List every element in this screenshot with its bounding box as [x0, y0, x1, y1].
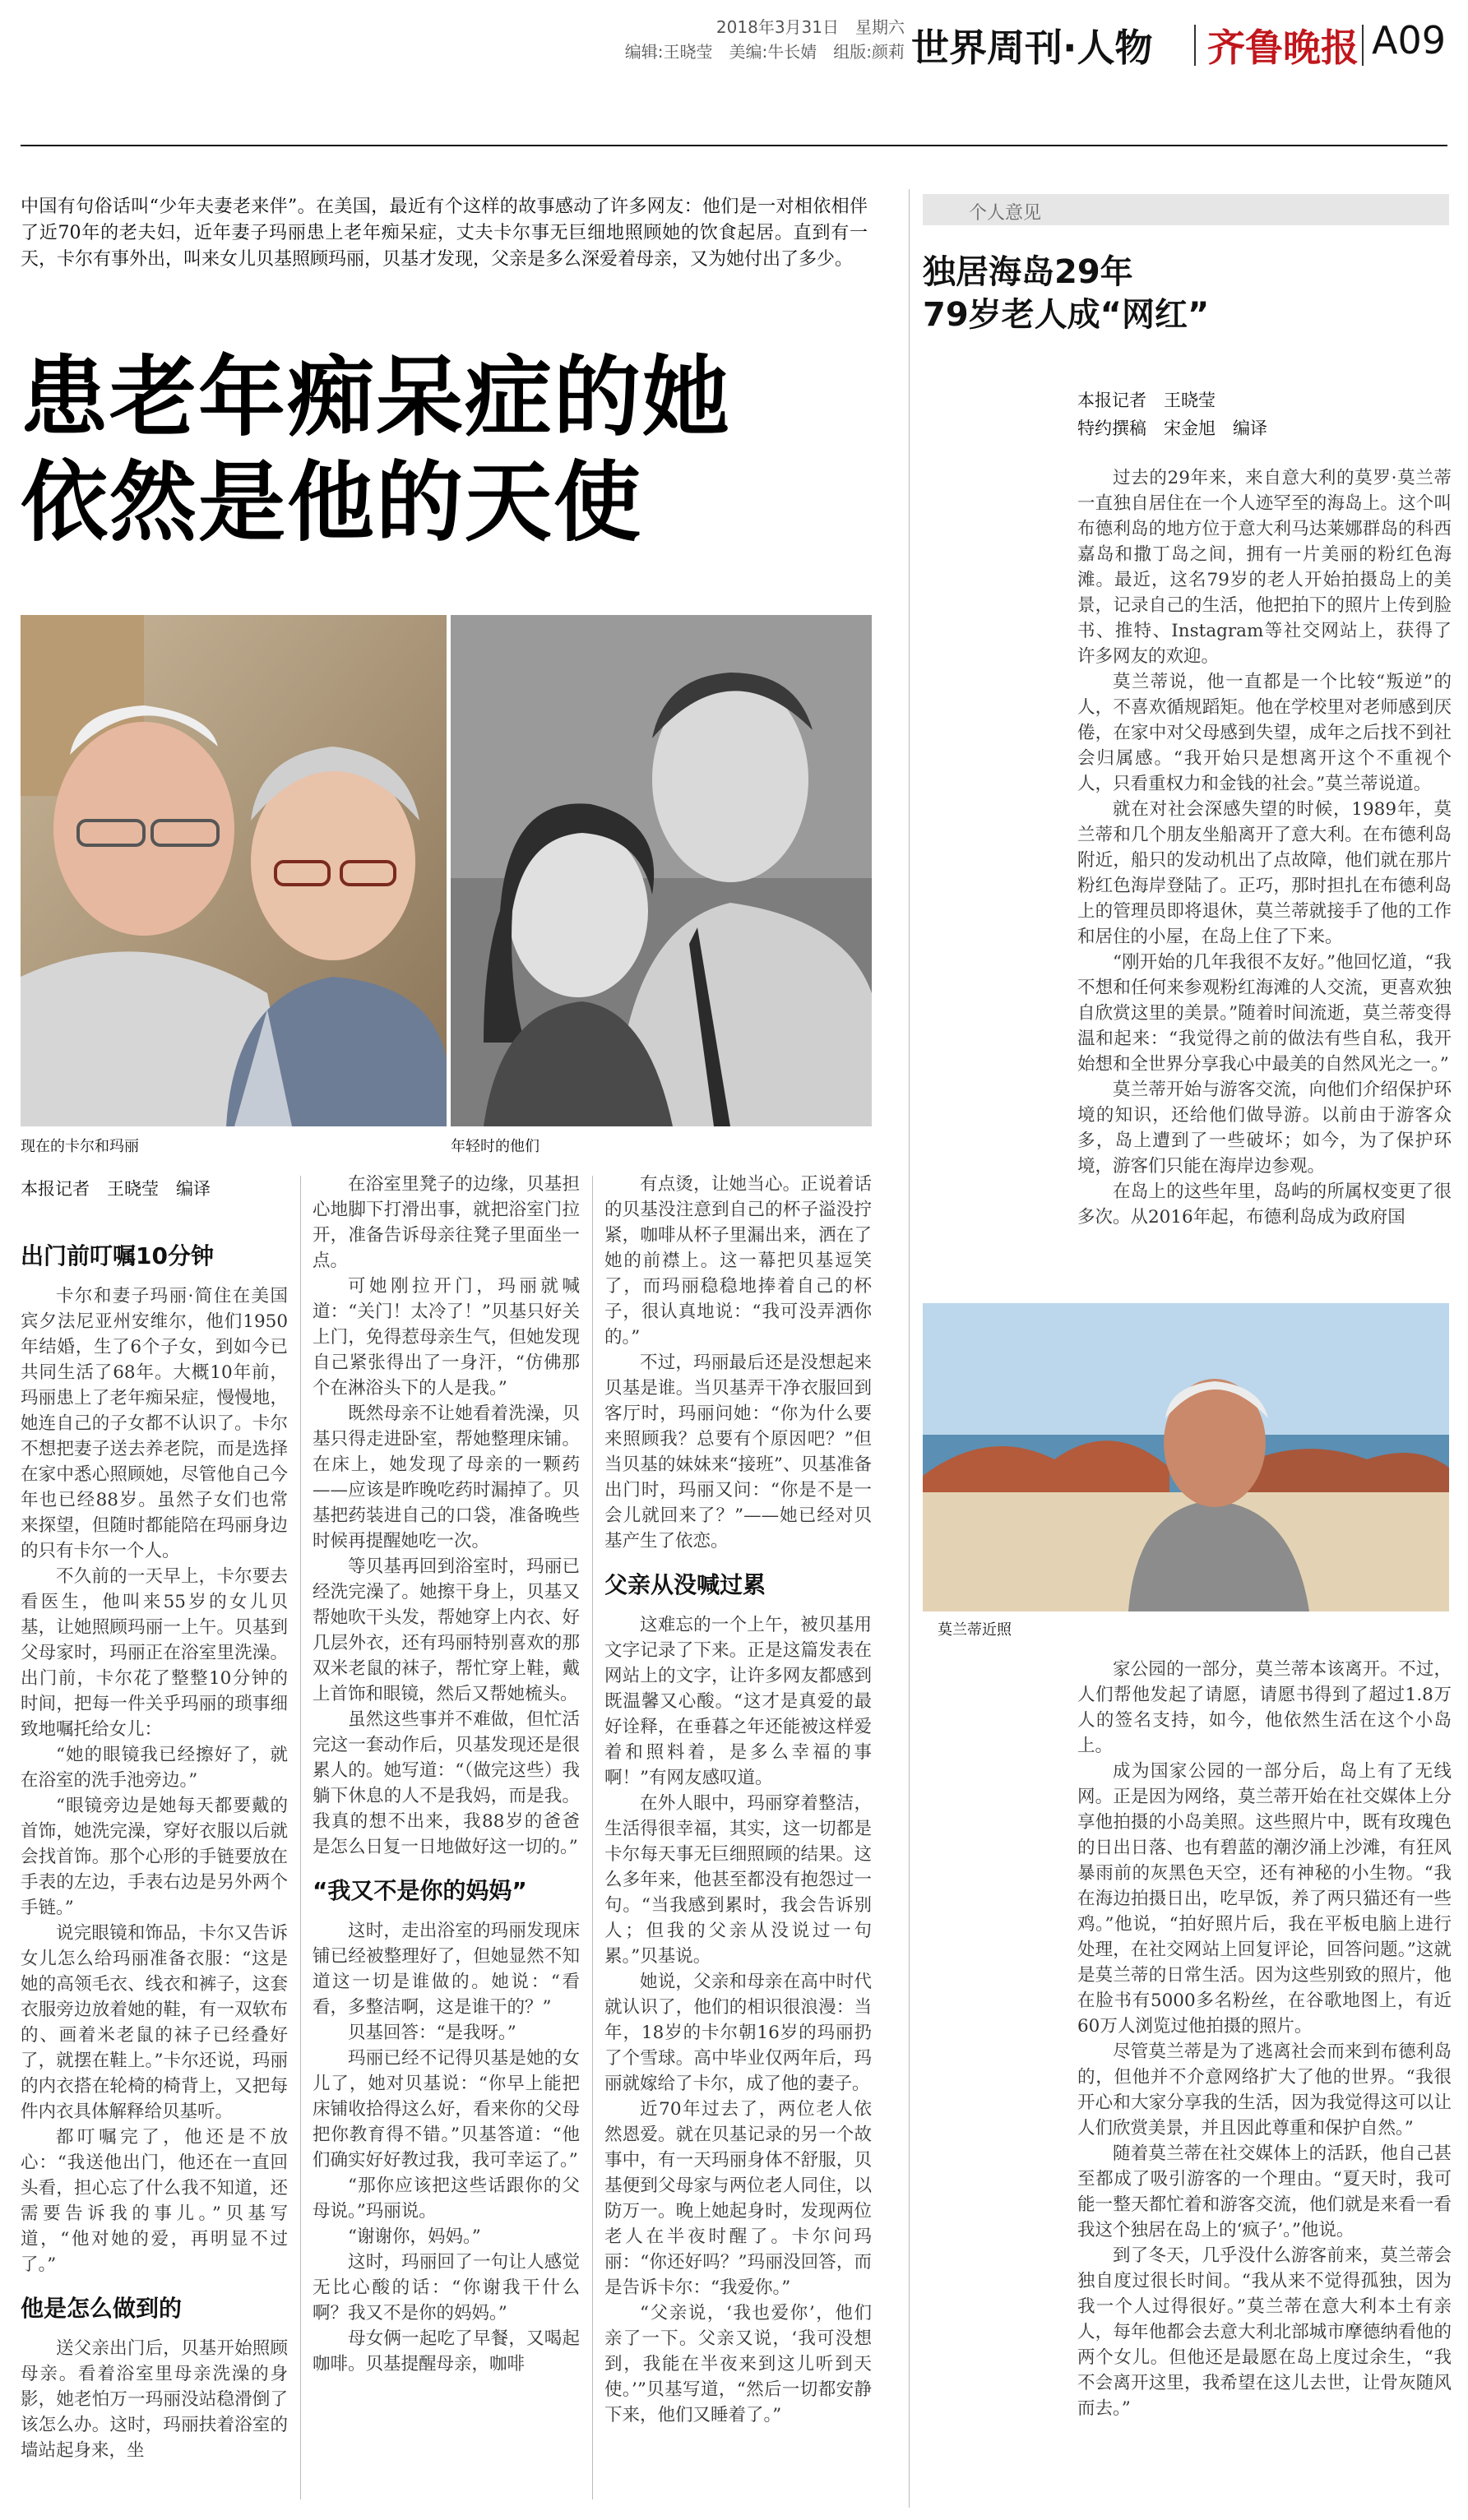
photo-caption-right: 年轻时的他们: [451, 1138, 540, 1155]
photo-young-couple: [451, 615, 872, 1126]
side-label: 个人意见: [969, 203, 1042, 224]
paragraph: 不过，玛丽最后还是没想起来贝基是谁。当贝基弄干净衣服回到客厅时，玛丽问她：“你为什么要来照顾我？总要有个原因吧？”但当贝基的妹妹来“接班”、贝基准备出门时，玛丽又问：“你是不是一会儿就回来了？”——她已经对贝基产生了依恋。: [604, 1352, 872, 1551]
article-byline: 本报记者 王晓莹 编译: [21, 1179, 211, 1199]
subheading: “我又不是你的妈妈”: [313, 1877, 527, 1904]
paragraph: 送父亲出门后，贝基开始照顾母亲。看着浴室里母亲洗澡的身影，她老怕万一玛丽没站稳滑倒了该怎么办。这时，玛丽扶着浴室的墙站起身来，坐: [21, 2338, 288, 2461]
paragraph: 就在对社会深感失望的时候，1989年，莫兰蒂和几个朋友坐船离开了意大利。在布德利岛附近，船只的发动机出了点故障，他们就在那片粉红色海岸登陆了。正巧，那时担扎在布德利岛上的管理员即将退休，莫兰蒂就接手了他的工作和居住的小屋，在岛上住了下来。: [1077, 799, 1452, 947]
headline: [21, 345, 892, 556]
photo-caption-left: 现在的卡尔和玛丽: [21, 1138, 139, 1155]
newspaper-logo: 齐鲁晚报: [1207, 25, 1359, 70]
paragraph: “谢谢你，妈妈。”: [348, 2226, 481, 2247]
side-title-line-1: 独居海岛29年: [923, 253, 1133, 291]
paragraph: “她的眼镜我已经擦好了，就在浴室的洗手池旁边。”: [21, 1745, 288, 1791]
lead-paragraph: 中国有句俗话叫“少年夫妻老来伴”。在美国，最近有个这样的故事感动了许多网友：他们是一对相依相伴了近70年的老夫妇，近年妻子玛丽患上老年痴呆症，丈夫卡尔事无巨细地照顾她的饮食起居。直到有一天，卡尔有事外出，叫来女儿贝基照顾玛丽，贝基才发现，父亲是多么深爱着母亲，又为她付出了多少。: [21, 197, 868, 270]
paragraph: 随着莫兰蒂在社交媒体上的活跃，他自己甚至都成了吸引游客的一个理由。“夏天时，我可能一整天都忙着和游客交流，他们就是来看一看我这个独居在岛上的‘疯子’。”他说。: [1077, 2143, 1452, 2240]
subheading: 出门前叮嘱10分钟: [21, 1242, 214, 1269]
article-column-1: [21, 1225, 288, 2508]
paragraph: 卡尔和妻子玛丽·简住在美国宾夕法尼亚州安维尔，他们1950年结婚，生了6个子女，到如今已共同生活了68年。大概10年前，玛丽患上了老年痴呆症，慢慢地，她连自己的子女都不认识了。卡尔不想把妻子送去养老院，而是选择在家中悉心照顾她，尽管他自己今年也已经88岁。虽然子女们也常来探望，但随时都能陪在玛丽身边的只有卡尔一个人。: [21, 1286, 288, 1561]
paragraph: “眼镜旁边是她每天都要戴的首饰，她洗完澡，穿好衣服以后就会找首饰。那个心形的手链要放在手表的左边，手表右边是另外两个手链。”: [21, 1796, 288, 1918]
column-divider: [300, 1176, 301, 2499]
paragraph: 有点烫，让她当心。正说着话的贝基没注意到自己的杯子溢没拧紧，咖啡从杯子里漏出来，洒在了她的前襟上。这一幕把贝基逗笑了，而玛丽稳稳地捧着自己的杯子，很认真地说：“我可没弄洒你的。”: [604, 1174, 872, 1348]
paragraph: 说完眼镜和饰品，卡尔又告诉女儿怎么给玛丽准备衣服：“这是她的高领毛衣、线衣和裤子，这套衣服旁边放着她的鞋，有一双软布的、画着米老鼠的袜子已经叠好了，就摆在鞋上。”卡尔还说，玛丽的内衣搭在轮椅的椅背上，又把每件内衣具体解释给贝基听。: [21, 1923, 288, 2122]
paragraph: 到了冬天，几乎没什么游客前来，莫兰蒂会独自度过很长时间。“我从来不觉得孤独，因为我一个人过得很好。”莫兰蒂在意大利本土有亲人，每年他都会去意大利北部城市摩德纳看他的两个女儿。但他还是最愿在岛上度过余生，“我不会离开这里，我希望在这儿去世，让骨灰随风而去。”: [1077, 2245, 1452, 2419]
side-title-line-2: 79岁老人成“网红”: [923, 296, 1210, 334]
paragraph: 都叮嘱完了，他还是不放心：“我送他出门，他还在一直回头看，担心忘了什么我不知道，还需要告诉我的事儿。”贝基写道，“他对她的爱，再明显不过了。”: [21, 2127, 288, 2275]
paragraph: 既然母亲不让她看着洗澡，贝基只得走进卧室，帮她整理床铺。在床上，她发现了母亲的一颗药——应该是昨晚吃药时漏掉了。贝基把药装进自己的口袋，准备晚些时候再提醒她吃一次。: [313, 1403, 580, 1551]
side-byline-2: 特约撰稿 宋金旭 编译: [1077, 418, 1267, 438]
section-title: 世界周刊·人物: [911, 25, 1153, 70]
paragraph: 母女俩一起吃了早餐，又喝起咖啡。贝基提醒母亲，咖啡: [313, 2328, 580, 2374]
side-column-bottom: [1077, 1657, 1452, 2508]
paragraph: 尽管莫兰蒂是为了逃离社会而来到布德利岛的，但他并不介意网络扩大了他的世界。“我很开心和大家分享我的生活，因为我觉得这可以让人们欣赏美景，并且因此尊重和保护自然。”: [1077, 2041, 1452, 2139]
side-byline: [1077, 386, 1267, 442]
subheading: 他是怎么做到的: [21, 2295, 183, 2322]
photo-island-man: [923, 1303, 1449, 1611]
issue-date: 2018年3月31日 星期六: [715, 17, 905, 37]
page-number: A09: [1372, 18, 1447, 62]
column-divider: [592, 1176, 593, 2499]
paragraph: 成为国家公园的一部分后，岛上有了无线网。正是因为网络，莫兰蒂开始在社交媒体上分享他拍摄的小岛美照。这些照片中，既有玫瑰色的日出日落、也有碧蓝的潮汐涌上沙滩，有狂风暴雨前的灰黑色天空，还有神秘的小生物。“我在海边拍摄日出，吃早饭，养了两只猫还有一些鸡。”他说，“拍好照片后，我在平板电脑上进行处理，在社交网站上回复评论，回答问题。”这就是莫兰蒂的日常生活。因为这些别致的照片，他在脸书有5000多名粉丝，在谷歌地图上，有近60万人浏览过他拍摄的照片。: [1077, 1761, 1452, 2037]
paragraph: “父亲说，‘我也爱你’，他们亲了一下。父亲又说，‘我可没想到，我能在半夜来到这儿听到天使。’”贝基写道，“然后一切都安静下来，他们又睡着了。”: [604, 2303, 872, 2425]
paragraph: 在外人眼中，玛丽穿着整洁，生活得很幸福，其实，这一切都是卡尔每天事无巨细照顾的结果。这么多年来，他甚至都没有抱怨过一句。“当我感到累时，我会告诉别人；但我的父亲从没说过一句累。”贝基说。: [604, 1793, 872, 1967]
issue-editors: 编辑:王晓莹 美编:牛长婧 组版:颜莉: [624, 42, 905, 62]
side-column-top: [1077, 465, 1452, 1296]
paragraph: 过去的29年来，来自意大利的莫罗·莫兰蒂一直独自居住在一个人迹罕至的海岛上。这个叫布德利岛的地方位于意大利马达莱娜群岛的科西嘉岛和撒丁岛之间，拥有一片美丽的粉红色海滩。最近，这名79岁的老人开始拍摄岛上的美景，记录自己的生活，他把拍下的照片上传到脸书、推特、Instagram等社交网站上，获得了许多网友的欢迎。: [1077, 468, 1452, 667]
paragraph: “那你应该把这些话跟你的父母说。”玛丽说。: [313, 2176, 580, 2222]
paragraph: 不久前的一天早上，卡尔要去看医生，他叫来55岁的女儿贝基，让她照顾玛丽一上午。贝基到父母家时，玛丽正在浴室里洗澡。出门前，卡尔花了整整10分钟的时间，把每一件关乎玛丽的琐事细致地嘱托给女儿：: [21, 1566, 288, 1740]
paragraph: 贝基回答：“是我呀。”: [348, 2023, 516, 2043]
masthead-divider: [1362, 25, 1364, 66]
article-column-2: [313, 1172, 580, 2508]
paragraph: 等贝基再回到浴室时，玛丽已经洗完澡了。她擦干身上，贝基又帮她吹干头发，帮她穿上内衣、好几层外衣，还有玛丽特别喜欢的那双米老鼠的袜子，帮忙穿上鞋，戴上首饰和眼镜，然后又帮她梳头。: [313, 1556, 580, 1704]
paragraph: 莫兰蒂开始与游客交流，向他们介绍保护环境的知识，还给他们做导游。以前由于游客众多，岛上遭到了一些破坏；如今，为了保护环境，游客们只能在海岸边参观。: [1077, 1080, 1452, 1177]
paragraph: 家公园的一部分，莫兰蒂本该离开。不过，人们帮他发起了请愿，请愿书得到了超过1.8万人的签名支持，如今，他依然生活在这个小岛上。: [1077, 1659, 1452, 1756]
side-photo-caption: 莫兰蒂近照: [938, 1621, 1012, 1639]
headline-line-1: 患老年痴呆症的她: [21, 347, 731, 448]
paragraph: 这难忘的一个上午，被贝基用文字记录了下来。正是这篇发表在网站上的文字，让许多网友都感到既温馨又心酸。“这才是真爱的最好诠释，在垂暮之年还能被这样爱着和照料着，是多么幸福的事啊！”有网友感叹道。: [604, 1615, 872, 1788]
top-rule: [21, 145, 1447, 146]
paragraph: 可她刚拉开门，玛丽就喊道：“关门！太冷了！”贝基只好关上门，免得惹母亲生气，但她发现自己紧张得出了一身汗，“仿佛那个在淋浴头下的人是我。”: [313, 1276, 580, 1399]
paragraph: 在岛上的这些年里，岛屿的所属权变更了很多次。从2016年起，布德利岛成为政府国: [1077, 1181, 1452, 1228]
sidebar-divider: [909, 189, 910, 2508]
side-title: [923, 251, 1209, 336]
paragraph: 玛丽已经不记得贝基是她的女儿了，她对贝基说：“你早上能把床铺收拾得这么好，看来你的父母把你教育得不错。”贝基答道：“他们确实好好教过我，我可幸运了。”: [313, 2048, 580, 2171]
paragraph: “刚开始的几年我很不友好。”他回忆道，“我不想和任何来参观粉红海滩的人交流，更喜欢独自欣赏这里的美景。”随着时间流逝，莫兰蒂变得温和起来：“我觉得之前的做法有些自私，我开始想和全世界分享我心中最美的自然风光之一。”: [1077, 952, 1452, 1075]
article-column-3: [604, 1172, 872, 2508]
masthead-divider: [1194, 25, 1196, 66]
headline-line-2: 依然是他的天使: [21, 452, 642, 553]
paragraph: 虽然这些事并不难做，但忙活完这一套动作后，贝基发现还是很累人的。她写道：“（做完这些）我躺下休息的人不是我妈，而是我。我真的想不出来，我88岁的爸爸是怎么日复一日地做好这一切的。”: [313, 1709, 580, 1857]
paragraph: 这时，玛丽回了一句让人感觉无比心酸的话：“你谢我干什么啊？我又不是你的妈妈。”: [313, 2252, 580, 2323]
photo-elderly-couple: [21, 615, 447, 1126]
paragraph: 在浴室里凳子的边缘，贝基担心地脚下打滑出事，就把浴室门拉开，准备告诉母亲往凳子里面坐一点。: [313, 1174, 580, 1271]
paragraph: 她说，父亲和母亲在高中时代就认识了，他们的相识很浪漫：当年，18岁的卡尔朝16岁的玛丽扔了个雪球。高中毕业仅两年后，玛丽就嫁给了卡尔，成了他的妻子。: [604, 1972, 872, 2094]
paragraph: 莫兰蒂说，他一直都是一个比较“叛逆”的人，不喜欢循规蹈矩。他在学校里对老师感到厌倦，在家中对父母感到失望，成年之后找不到社会归属感。“我开始只是想离开这个不重视个人，只看重权力和金钱的社会。”莫兰蒂说道。: [1077, 672, 1452, 794]
side-byline-1: 本报记者 王晓莹: [1077, 391, 1216, 410]
paragraph: 近70年过去了，两位老人依然恩爱。就在贝基记录的另一个故事中，有一天玛丽身体不舒服，贝基便到父母家与两位老人同住，以防万一。晚上她起身时，发现两位老人在半夜时醒了。卡尔问玛丽：“你还好吗？”玛丽没回答，而是告诉卡尔：“我爱你。”: [604, 2099, 872, 2298]
issue-meta: [576, 15, 905, 64]
paragraph: 这时，走出浴室的玛丽发现床铺已经被整理好了，但她显然不知道这一切是谁做的。她说：“看看，多整洁啊，这是谁干的？”: [313, 1921, 580, 2018]
subheading: 父亲从没喊过累: [604, 1571, 766, 1598]
